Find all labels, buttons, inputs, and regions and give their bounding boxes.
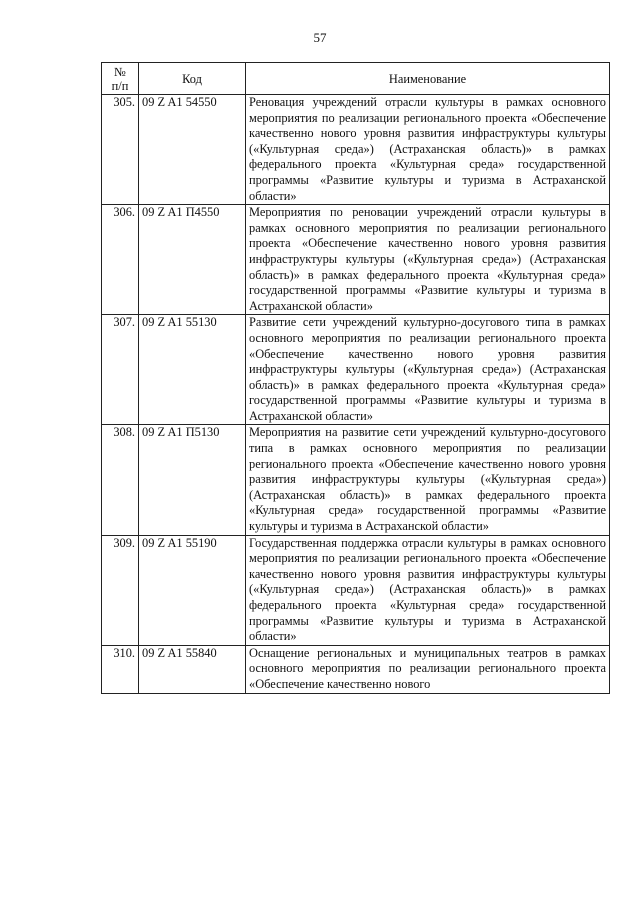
column-header-number-line1: №: [114, 64, 126, 79]
row-number: 310.: [102, 645, 139, 693]
column-header-code: Код: [139, 63, 246, 95]
table-row: [102, 425, 610, 535]
table-header-row: [102, 63, 610, 95]
table-row: [102, 205, 610, 315]
column-header-name: Наименование: [246, 63, 610, 95]
row-name: Развитие сети учреждений культурно-досугового типа в рамках основного мероприятия по реализации регионального проекта «Обеспечение качественно нового уровня развития инфраструктуры культуры («Культурная среда») (Астраханская область)» в рамках федерального проекта «Культурная среда» государственной программы «Развитие культуры и туризма в Астраханской области»: [246, 315, 610, 425]
row-name: Оснащение региональных и муниципальных театров в рамках основного мероприятия по реализации регионального проекта «Обеспечение качественно нового: [246, 645, 610, 693]
row-name: Государственная поддержка отрасли культуры в рамках основного мероприятия по реализации регионального проекта «Обеспечение качественно нового уровня развития инфраструктуры культуры («Культурная среда») (Астраханская область)» в рамках федерального проекта «Культурная среда» государственной программы «Развитие культуры и туризма в Астраханской области»: [246, 535, 610, 645]
page-number: 57: [313, 30, 327, 45]
row-name: Реновация учреждений отрасли культуры в рамках основного мероприятия по реализации регионального проекта «Обеспечение качественно нового уровня развития инфраструктуры культуры («Культурная среда») (Астраханская область)» в рамках федерального проекта «Культурная среда» государственной программы «Развитие культуры и туризма в Астраханской области»: [246, 95, 610, 205]
row-code: 09 Z A1 П4550: [139, 205, 246, 315]
row-number: 308.: [102, 425, 139, 535]
row-code: 09 Z A1 55840: [139, 645, 246, 693]
table-row: [102, 645, 610, 693]
budget-classification-table: [101, 62, 610, 694]
row-number: 305.: [102, 95, 139, 205]
row-number: 309.: [102, 535, 139, 645]
row-number: 306.: [102, 205, 139, 315]
column-header-number-line2: п/п: [111, 78, 129, 93]
row-code: 09 Z A1 55130: [139, 315, 246, 425]
row-code: 09 Z A1 54550: [139, 95, 246, 205]
table-row: [102, 95, 610, 205]
row-code: 09 Z A1 П5130: [139, 425, 246, 535]
row-name: Мероприятия по реновации учреждений отрасли культуры в рамках основного мероприятия по реализации регионального проекта «Обеспечение качественно нового уровня развития инфраструктуры культуры («Культурная среда») (Астраханская область)» в рамках федерального проекта «Культурная среда» государственной программы «Развитие культуры и туризма в Астраханской области»: [246, 205, 610, 315]
column-header-number: [102, 63, 139, 95]
table-row: [102, 315, 610, 425]
table-row: [102, 535, 610, 645]
row-name: Мероприятия на развитие сети учреждений культурно-досугового типа в рамках основного мероприятия по реализации регионального проекта «Обеспечение качественно нового уровня развития инфраструктуры культуры («Культурная среда») (Астраханская область)» в рамках федерального проекта «Культурная среда» государственной программы «Развитие культуры и туризма в Астраханской области»: [246, 425, 610, 535]
row-number: 307.: [102, 315, 139, 425]
row-code: 09 Z A1 55190: [139, 535, 246, 645]
